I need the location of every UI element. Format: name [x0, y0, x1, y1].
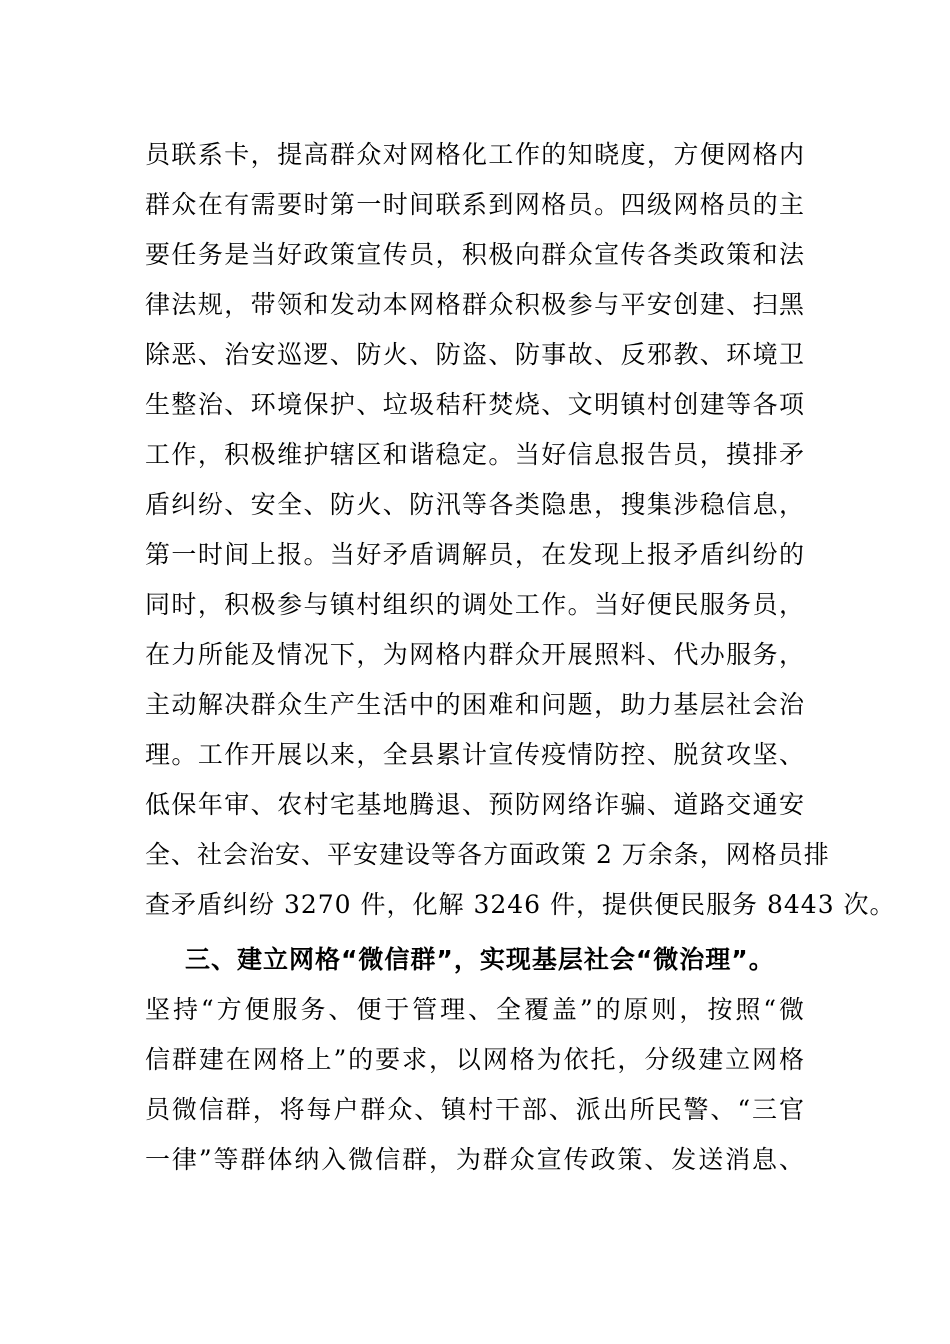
body-text-line: 理。工作开展以来，全县累计宣传疫情防控、脱贫攻坚、 [145, 740, 805, 769]
body-text-line: 生整治、环境保护、垃圾秸秆焚烧、文明镇村创建等各项 [145, 390, 805, 419]
body-text-line: 员联系卡，提高群众对网格化工作的知晓度，方便网格内 [145, 140, 805, 169]
body-text-line: 一律”等群体纳入微信群，为群众宣传政策、发送消息、 [145, 1145, 805, 1174]
body-text-line: 盾纠纷、安全、防火、防汛等各类隐患，搜集涉稳信息， [145, 490, 805, 519]
body-text-line: 在力所能及情况下，为网格内群众开展照料、代办服务， [145, 640, 805, 669]
body-text-line: 查矛盾纠纷 3270 件，化解 3246 件，提供便民服务 8443 次。 [145, 890, 896, 919]
body-text-line: 全、社会治安、平安建设等各方面政策 2 万余条，网格员排 [145, 840, 830, 869]
body-text-line: 要任务是当好政策宣传员，积极向群众宣传各类政策和法 [145, 240, 805, 269]
body-text-line: 工作，积极维护辖区和谐稳定。当好信息报告员，摸排矛 [145, 440, 805, 469]
body-text-line: 坚持“方便服务、便于管理、全覆盖”的原则，按照“微 [145, 995, 805, 1024]
body-text-line: 信群建在网格上”的要求，以网格为依托，分级建立网格 [145, 1045, 805, 1074]
body-text-line: 第一时间上报。当好矛盾调解员，在发现上报矛盾纠纷的 [145, 540, 805, 569]
body-text-line: 同时，积极参与镇村组织的调处工作。当好便民服务员， [145, 590, 805, 619]
body-text-line: 除恶、治安巡逻、防火、防盗、防事故、反邪教、环境卫 [145, 340, 805, 369]
body-text-line: 员微信群，将每户群众、镇村干部、派出所民警、“三官 [145, 1095, 805, 1124]
body-text-line: 群众在有需要时第一时间联系到网格员。四级网格员的主 [145, 190, 805, 219]
body-text-line: 低保年审、农村宅基地腾退、预防网络诈骗、道路交通安 [145, 790, 805, 819]
body-text-line: 主动解决群众生产生活中的困难和问题，助力基层社会治 [145, 690, 805, 719]
section-heading: 三、建立网格“微信群”，实现基层社会“微治理”。 [185, 945, 775, 974]
body-text-line: 律法规，带领和发动本网格群众积极参与平安创建、扫黑 [145, 290, 805, 319]
